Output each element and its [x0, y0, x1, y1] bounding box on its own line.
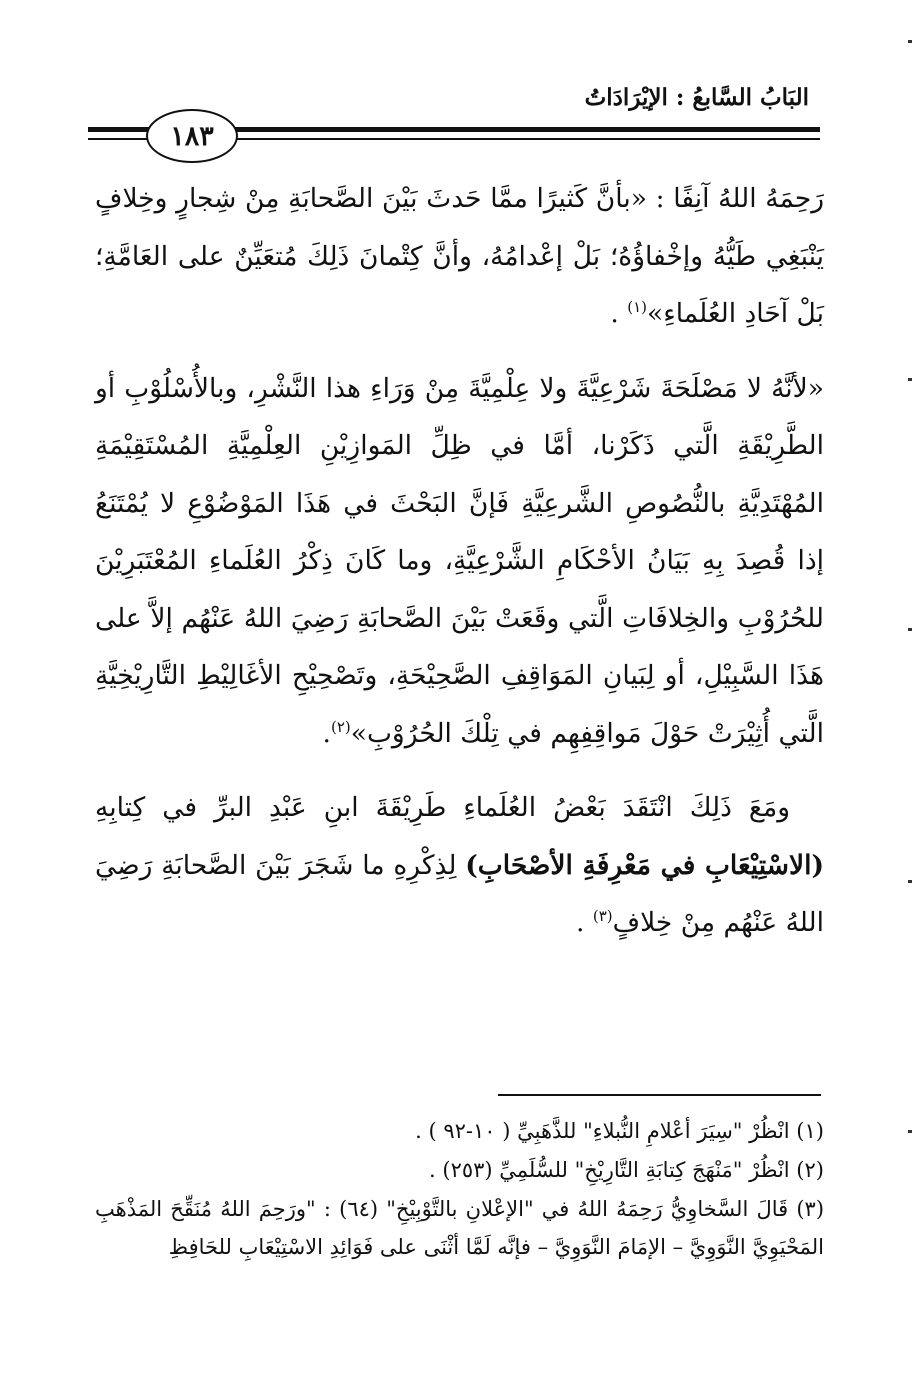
scan-margin-mark [908, 40, 912, 43]
paragraph-2-text: «لأنَّهُ لا مَصْلَحَةَ شَرْعِيَّةَ ولا عِلْمِيَّةَ مِنْ وَرَاءِ هذا النَّشْرِ، وبالأُسْلُوْبِ أو الطَّرِيْقَةِ الَّتي ذَكَرْنا، أمَّا في ظِلِّ المَوازِيْنِ العِلْمِيَّةِ المُسْتَقِيْمَةِ المُهْتَدِيَّةِ بالنُّصُوصِ الشَّرعِيَّةِ فَإنَّ البَحْثَ في هَذَا المَوْضُوْعِ لا يُمْتَنَعُ إذا قُصِدَ بِهِ بَيَانُ الأحْكَامِ الشَّرْعِيَّةِ، وما كَانَ ذِكْرُ العُلَماءِ المُعْتَبَرِيْنَ للحُرُوْبِ والخِلافَاتِ الَّتي وقَعَتْ بَيْنَ الصَّحابَةِ رَضِيَ اللهُ عَنْهُم إلاَّ على هَذَا السَّبِيْلِ، أو لِبَيانِ المَوَاقِفِ الصَّحِيْحَةِ، وتَصْحِيْحِ الأغَالِيْطِ التَّارِيْخِيَّةِ الَّتي أُثِيْرَتْ حَوْلَ مَواقِفِهِم في تِلْكَ الحُرُوْبِ» [95, 372, 824, 749]
footnote-marker-1[interactable]: (١) [627, 298, 648, 317]
scan-margin-mark [908, 378, 912, 381]
paragraph-3 [95, 779, 824, 952]
footnote-2: (٢) انْظُرْ "مَنْهَجَ كِتابَةِ التَّارِيْخِ" للسُّلَمِيِّ (٢٥٣) . [429, 1158, 824, 1182]
paragraph-1-end: . [610, 298, 628, 329]
scan-margin-mark [908, 628, 912, 631]
footnotes [95, 1112, 824, 1267]
paragraph-1-text: رَحِمَهُ اللهُ آنِفًا : «بأنَّ كَثيرًا ممَّا حَدثَ بَيْنَ الصَّحابَةِ مِنْ شِجارٍ وخِلافٍ يَنْبَغِي طَيُّهُ وإخْفاؤُهُ؛ بَلْ إعْدامُهُ، وأنَّ كِتْمانَ ذَلِكَ مُتعَيِّنٌ على العَامَّةِ؛ بَلْ آحَادِ العُلَماءِ» [95, 183, 824, 329]
footnote-marker-3[interactable]: (٣) [592, 907, 613, 926]
scan-margin-mark [908, 1130, 912, 1133]
page-number: ١٨٣ [170, 120, 214, 152]
paragraph-1 [95, 170, 824, 343]
page-number-frame [146, 109, 238, 163]
paragraph-2 [95, 360, 824, 763]
footnote-marker-2[interactable]: (٢) [330, 717, 351, 736]
paragraph-3-end: . [575, 907, 593, 938]
footnote-1: (١) انْظُرْ "سِيَرَ أعْلامِ النُّبلاءِ" للذَّهَبِيِّ ( ١٠-٩٢ ) . [415, 1119, 824, 1143]
footnote-separator [498, 1094, 821, 1096]
main-text [95, 170, 824, 969]
paragraph-2-end: . [322, 717, 331, 749]
book-title: (الاسْتِيْعَابِ في مَعْرِفَةِ الأصْحَابِ) [465, 849, 824, 881]
paragraph-3-before: ومَعَ ذَلِكَ انْتَقَدَ بَعْضُ العُلَماءِ طَرِيْقَةَ ابنِ عَبْدِ البرِّ في كِتابِهِ [95, 792, 790, 823]
paragraph-3-after: لِذِكْرِهِ ما شَجَرَ بَيْنَ الصَّحابَةِ رَضِيَ اللهُ عَنْهُم مِنْ خِلافٍ [95, 849, 824, 938]
scan-margin-mark [908, 880, 912, 883]
running-header: البَابُ السَّابعُ : الإيْرَادَاتُ [584, 84, 809, 111]
footnote-3: (٣) قَالَ السَّخاوِيُّ رَحِمَهُ اللهُ في "الإعْلانِ بالتَّوْبِيْخِ" (٦٤) : "ورَحِمَ اللهُ مُنَقِّحَ المَذْهَبِ المَحْيَوِيَّ النَّوَوِيَّ – الإمَامَ النَّوَوِيَّ – فإنَّه لَمَّا أثْنَى على فَوَائِدِ الاسْتِيْعَابِ للحَافِظِ [95, 1197, 825, 1259]
